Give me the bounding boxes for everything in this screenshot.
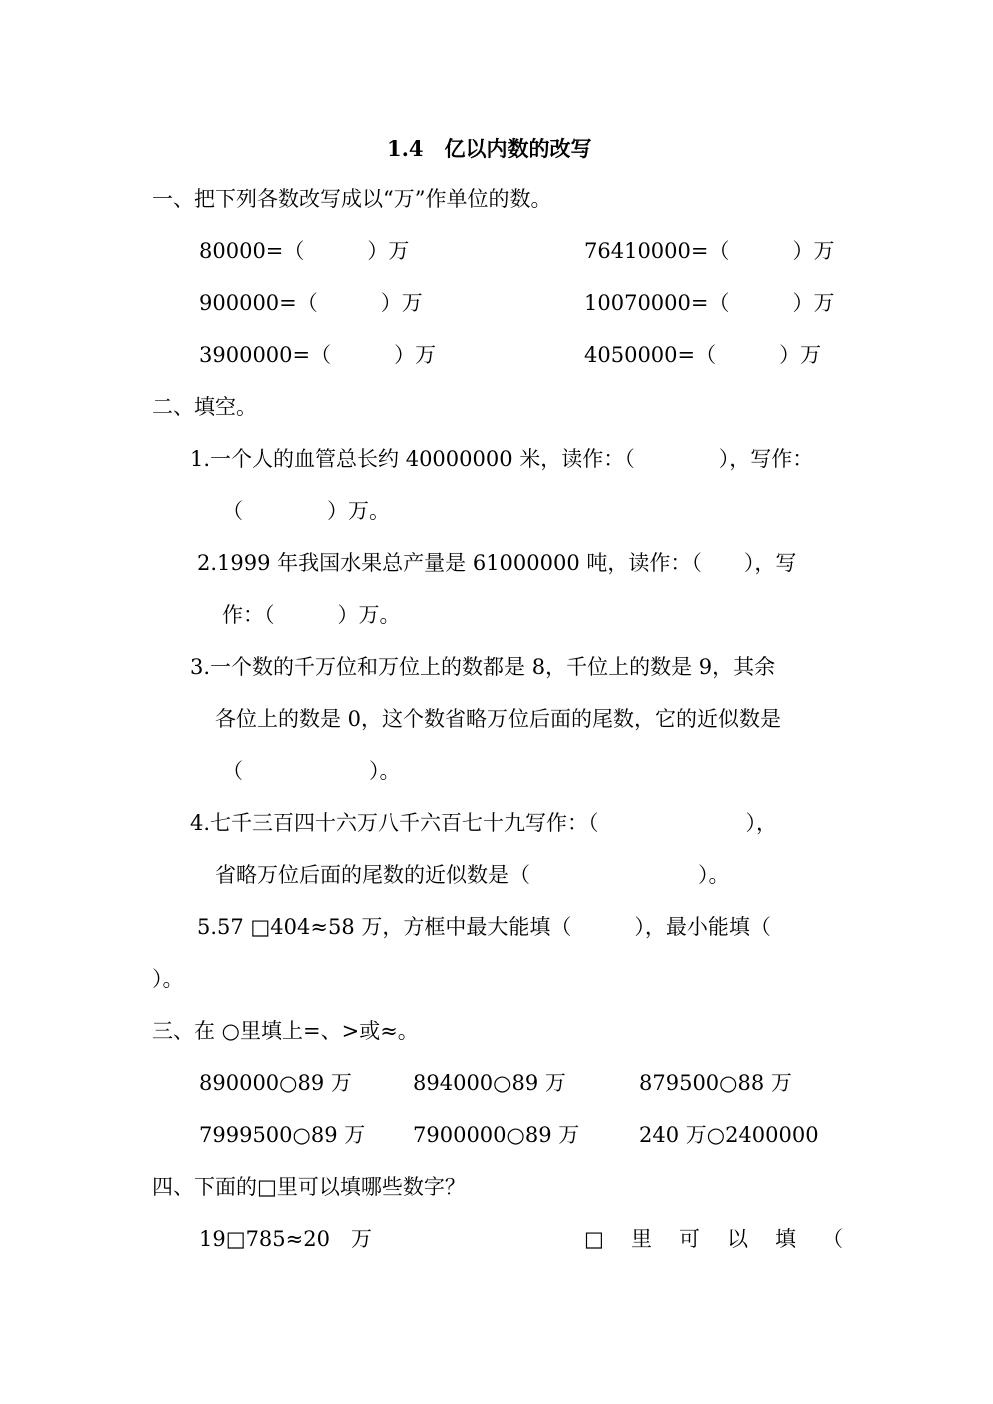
- compare-item: 7900000○89 万: [413, 1123, 580, 1147]
- section-one-item: 4050000=（ ）万: [584, 343, 822, 367]
- answer-char: 里: [631, 1227, 652, 1251]
- answer-char: 可: [679, 1227, 700, 1251]
- question-line: 2.1999 年我国水果总产量是 61000000 吨，读作：（ ），写: [197, 551, 797, 575]
- page-title: 1.4 亿以内数的改写: [387, 136, 592, 161]
- question-line: 1.一个人的血管总长约 40000000 米，读作：（ ），写作：: [190, 447, 814, 471]
- section-one-item: 80000=（ ）万: [199, 239, 410, 263]
- compare-item: 240 万○2400000: [639, 1123, 819, 1147]
- question-line: 省略万位后面的尾数的近似数是（ ）。: [215, 863, 730, 887]
- section-three-heading: 三、在 ○里填上=、>或≈。: [152, 1019, 419, 1043]
- answer-char: 以: [727, 1227, 748, 1251]
- question-line: 各位上的数是 0，这个数省略万位后面的尾数，它的近似数是: [215, 707, 782, 731]
- section-four-heading: 四、下面的□里可以填哪些数字？: [152, 1175, 466, 1199]
- compare-item: 894000○89 万: [413, 1071, 566, 1095]
- section-one-item: 3900000=（ ）万: [199, 343, 437, 367]
- section-two-heading: 二、填空。: [152, 395, 257, 419]
- answer-char: （: [822, 1227, 843, 1251]
- question-line: 4.七千三百四十六万八千六百七十九写作：（ ），: [190, 811, 778, 835]
- question-line: （ ）万。: [222, 499, 390, 523]
- question-line: ）。: [152, 967, 184, 991]
- question-line: 作：（ ）万。: [222, 603, 401, 627]
- fill-item: 19□785≈20 万: [199, 1227, 372, 1251]
- section-one-item: 900000=（ ）万: [199, 291, 423, 315]
- compare-item: 890000○89 万: [199, 1071, 352, 1095]
- question-line: 5.57 □404≈58 万，方框中最大能填（ ），最小能填（: [197, 915, 771, 939]
- answer-char: □: [584, 1227, 604, 1251]
- question-line: （ ）。: [222, 759, 401, 783]
- question-line: 3.一个数的千万位和万位上的数都是 8，千位上的数是 9，其余: [190, 655, 776, 679]
- answer-char: 填: [775, 1227, 796, 1251]
- section-one-heading: 一、把下列各数改写成以“万”作单位的数。: [152, 187, 552, 211]
- compare-item: 879500○88 万: [639, 1071, 792, 1095]
- section-one-item: 10070000=（ ）万: [584, 291, 835, 315]
- section-one-item: 76410000=（ ）万: [584, 239, 835, 263]
- compare-item: 7999500○89 万: [199, 1123, 366, 1147]
